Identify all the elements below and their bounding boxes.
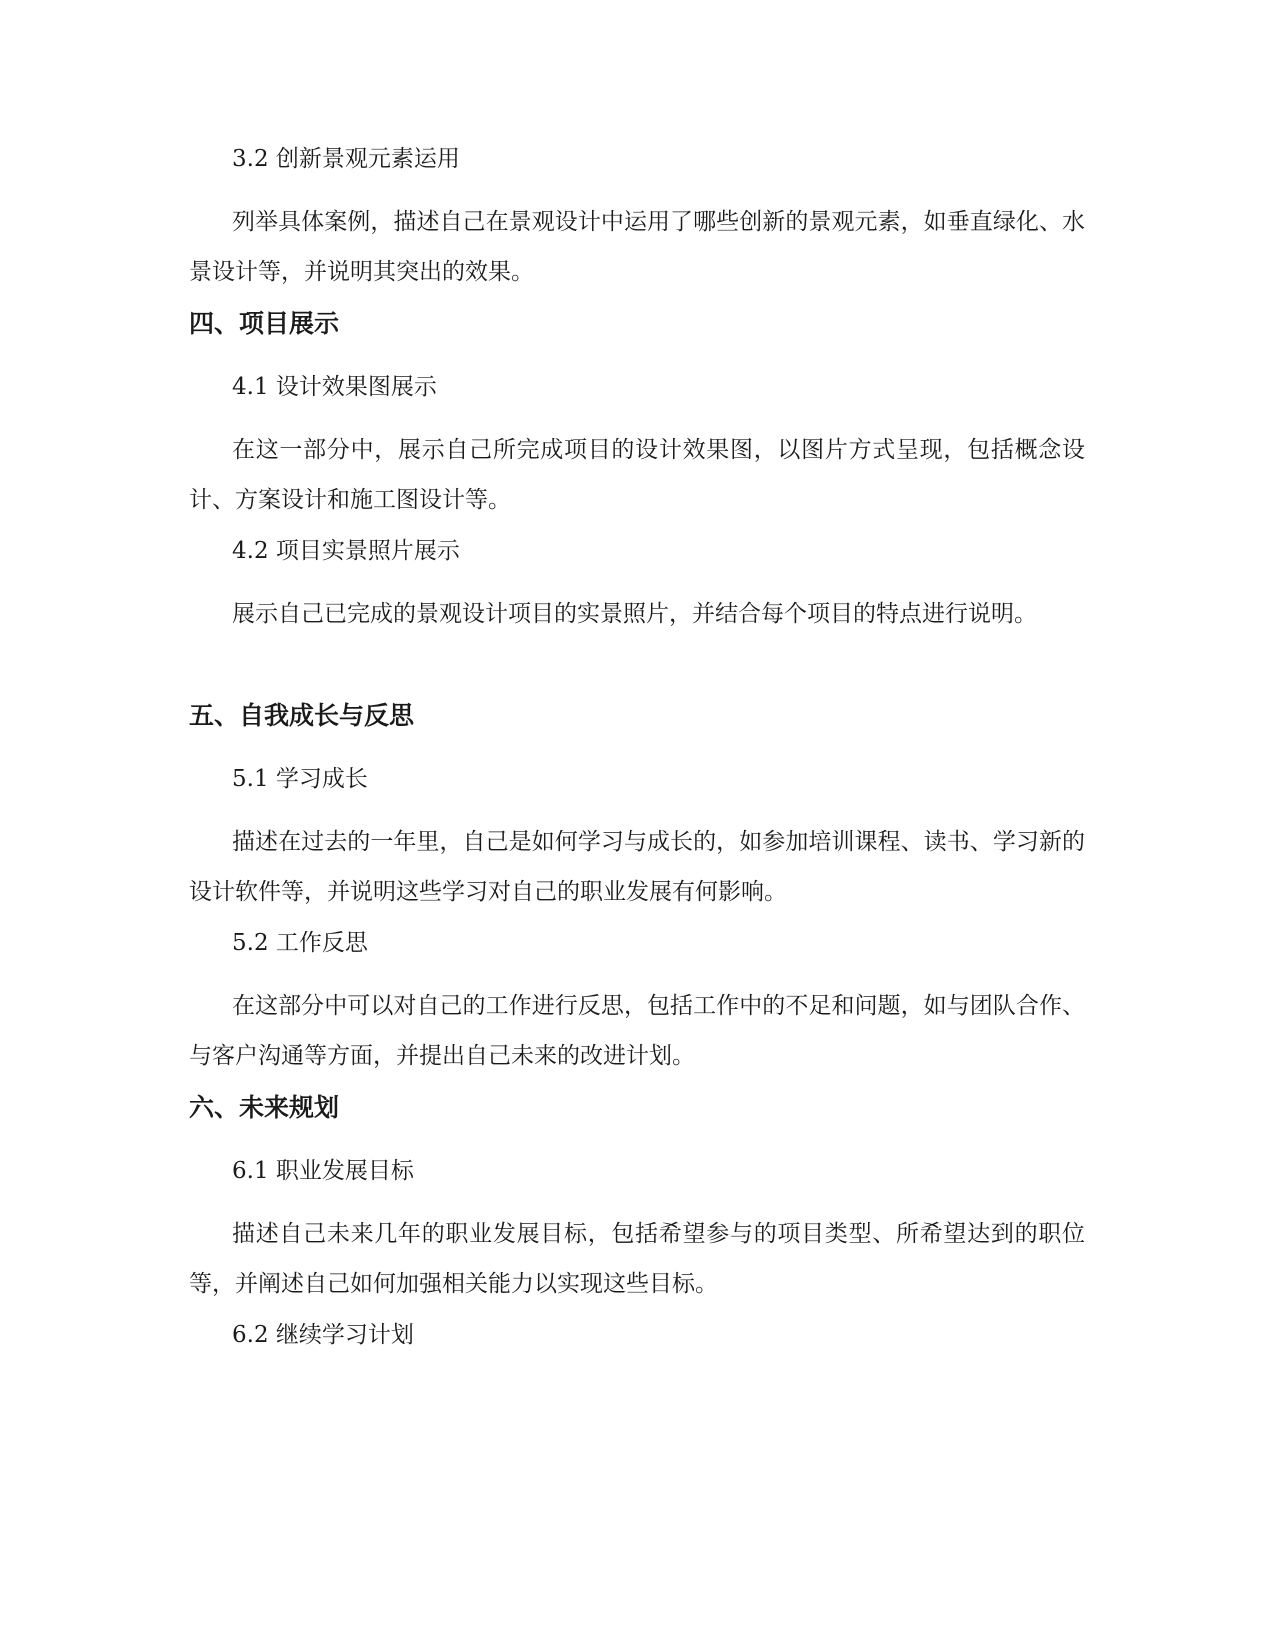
subsection-title-4-1: 4.1 设计效果图展示: [232, 374, 437, 400]
paragraph-5-1: 描述在过去的一年里，自己是如何学习与成长的，如参加培训课程、读书、学习新的设计软件等，并说明这些学习对自己的职业发展有何影响。: [189, 829, 1085, 905]
paragraph-4-1: 在这一部分中，展示自己所完成项目的设计效果图，以图片方式呈现，包括概念设计、方案设计和施工图设计等。: [189, 437, 1085, 513]
paragraph-5-2: 在这部分中可以对自己的工作进行反思，包括工作中的不足和问题，如与团队合作、与客户沟通等方面，并提出自己未来的改进计划。: [189, 993, 1085, 1069]
paragraph-3-2: 列举具体案例，描述自己在景观设计中运用了哪些创新的景观元素，如垂直绿化、水景设计等，并说明其突出的效果。: [189, 209, 1085, 285]
paragraph-4-2: 展示自己已完成的景观设计项目的实景照片，并结合每个项目的特点进行说明。: [232, 601, 1037, 627]
subsection-title-6-2: 6.2 继续学习计划: [232, 1322, 414, 1348]
subsection-title-6-1: 6.1 职业发展目标: [232, 1158, 414, 1184]
subsection-title-5-2: 5.2 工作反思: [232, 930, 368, 956]
subsection-title-3-2: 3.2 创新景观元素运用: [232, 146, 460, 172]
paragraph-6-1: 描述自己未来几年的职业发展目标，包括希望参与的项目类型、所希望达到的职位等，并阐述自己如何加强相关能力以实现这些目标。: [189, 1221, 1085, 1297]
subsection-title-5-1: 5.1 学习成长: [232, 766, 368, 792]
section-heading-4: 四、项目展示: [189, 309, 340, 338]
section-heading-5: 五、自我成长与反思: [189, 701, 415, 730]
subsection-title-4-2: 4.2 项目实景照片展示: [232, 538, 460, 564]
section-heading-6: 六、未来规划: [189, 1093, 340, 1122]
